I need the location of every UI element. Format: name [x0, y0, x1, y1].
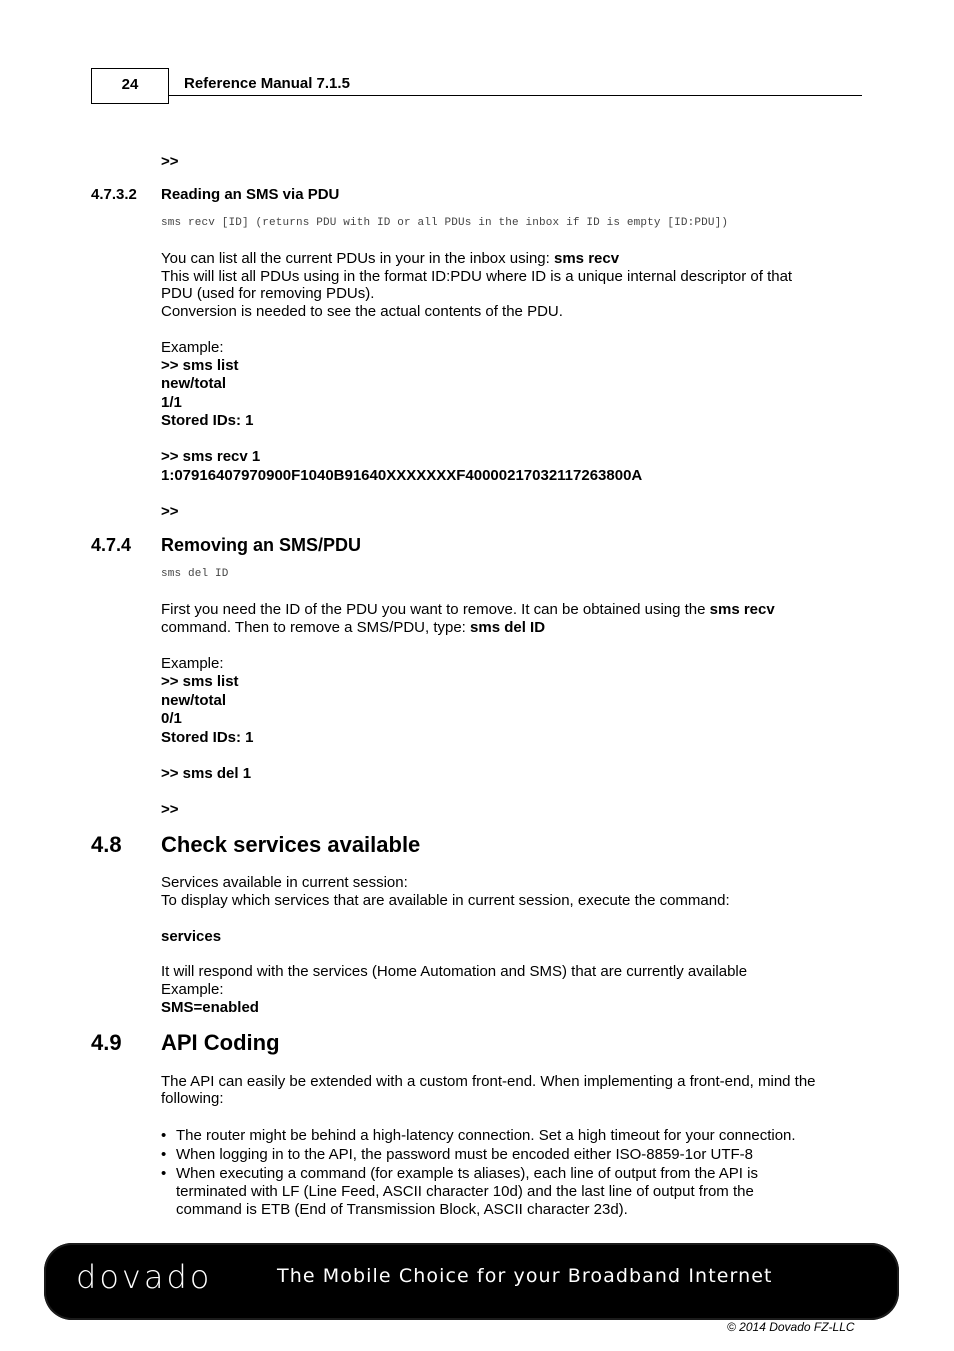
text: command. Then to remove a SMS/PDU, type: [161, 619, 471, 636]
list-item-line: When executing a command (for example ts aliases), each line of output from the API is [176, 1165, 758, 1182]
section-title-48: Check services available [161, 832, 421, 857]
example-line: >> sms recv 1 [161, 448, 261, 465]
example-label: Example: [161, 655, 224, 672]
list-item-line: command is ETB (End of Transmission Block, ASCII character 23d). [176, 1201, 628, 1218]
bullet-icon: • [161, 1165, 167, 1182]
paragraph-line [161, 601, 775, 619]
example-label: Example: [161, 981, 224, 998]
section-number-474: 4.7.4 [91, 535, 132, 555]
list-item [161, 1146, 861, 1164]
end-prompt: >> [161, 801, 179, 818]
list-item-text: The router might be behind a high-latency connection. Set a high timeout for your connection. [176, 1127, 796, 1144]
header-title: Reference Manual 7.1.5 [184, 75, 350, 92]
paragraph-line [161, 250, 619, 268]
example-line: Stored IDs: 1 [161, 729, 254, 746]
inline-command: sms recv [709, 601, 775, 618]
footer-tagline: The Mobile Choice for your Broadband Internet [277, 1265, 773, 1287]
list-item-line: terminated with LF (Line Feed, ASCII character 10d) and the last line of output from the [176, 1183, 754, 1200]
section-title-49: API Coding [161, 1030, 280, 1055]
list-item [161, 1127, 861, 1145]
section-title-474: Removing an SMS/PDU [161, 535, 362, 555]
section-title-4732: Reading an SMS via PDU [161, 186, 340, 203]
example-line: new/total [161, 375, 227, 392]
paragraph-line: To display which services that are available in current session, execute the command: [161, 892, 730, 909]
paragraph-line [161, 619, 545, 637]
intro-text: You can list all the current PDUs in your in the inbox using: [161, 250, 554, 267]
header-rule [169, 95, 862, 96]
section-number-48: 4.8 [91, 832, 122, 857]
paragraph-line: Conversion is needed to see the actual contents of the PDU. [161, 303, 563, 320]
text: First you need the ID of the PDU you want to remove. It can be obtained using the [161, 601, 710, 618]
paragraph-line: It will respond with the services (Home Automation and SMS) that are currently available [161, 963, 748, 980]
section-number-4732: 4.7.3.2 [91, 186, 137, 203]
example-line: >> sms del 1 [161, 765, 252, 782]
dovado-logo: dovado [76, 1258, 213, 1296]
paragraph-line: following: [161, 1090, 224, 1107]
end-prompt: >> [161, 503, 179, 520]
command: services [161, 928, 222, 945]
example-line: >> sms list [161, 673, 239, 690]
example-line: SMS=enabled [161, 999, 259, 1016]
intro-command: sms recv [554, 250, 620, 267]
list-item-text [176, 1165, 758, 1219]
example-line: 0/1 [161, 710, 182, 727]
paragraph-line: This will list all PDUs using in the format ID:PDU where ID is a unique internal descriptor of that [161, 268, 793, 285]
example-line: Stored IDs: 1 [161, 412, 254, 429]
paragraph-line: PDU (used for removing PDUs). [161, 285, 375, 302]
bullet-icon: • [161, 1146, 167, 1163]
page-number: 24 [91, 68, 169, 104]
list-item [161, 1165, 861, 1219]
paragraph-line: Services available in current session: [161, 874, 408, 891]
inline-command: sms del ID [470, 619, 546, 636]
syntax-474: sms del ID [161, 568, 229, 580]
bullet-icon: • [161, 1127, 167, 1144]
copyright: © 2014 Dovado FZ-LLC [727, 1320, 855, 1334]
section-number-49: 4.9 [91, 1030, 122, 1055]
bullet-list [161, 1127, 861, 1219]
syntax-4732: sms recv [ID] (returns PDU with ID or all PDUs in the inbox if ID is empty [ID:PDU]) [161, 217, 729, 229]
example-line: >> sms list [161, 357, 239, 374]
paragraph-line: The API can easily be extended with a custom front-end. When implementing a front-end, mind the [161, 1073, 816, 1090]
example-label: Example: [161, 339, 224, 356]
list-item-text: When logging in to the API, the password must be encoded either ISO-8859-1or UTF-8 [176, 1146, 753, 1163]
example-line: 1/1 [161, 394, 182, 411]
top-prompt: >> [161, 153, 179, 170]
example-line: 1:07916407970900F1040B91640XXXXXXXF40000217032117263800A [161, 467, 643, 484]
example-line: new/total [161, 692, 227, 709]
